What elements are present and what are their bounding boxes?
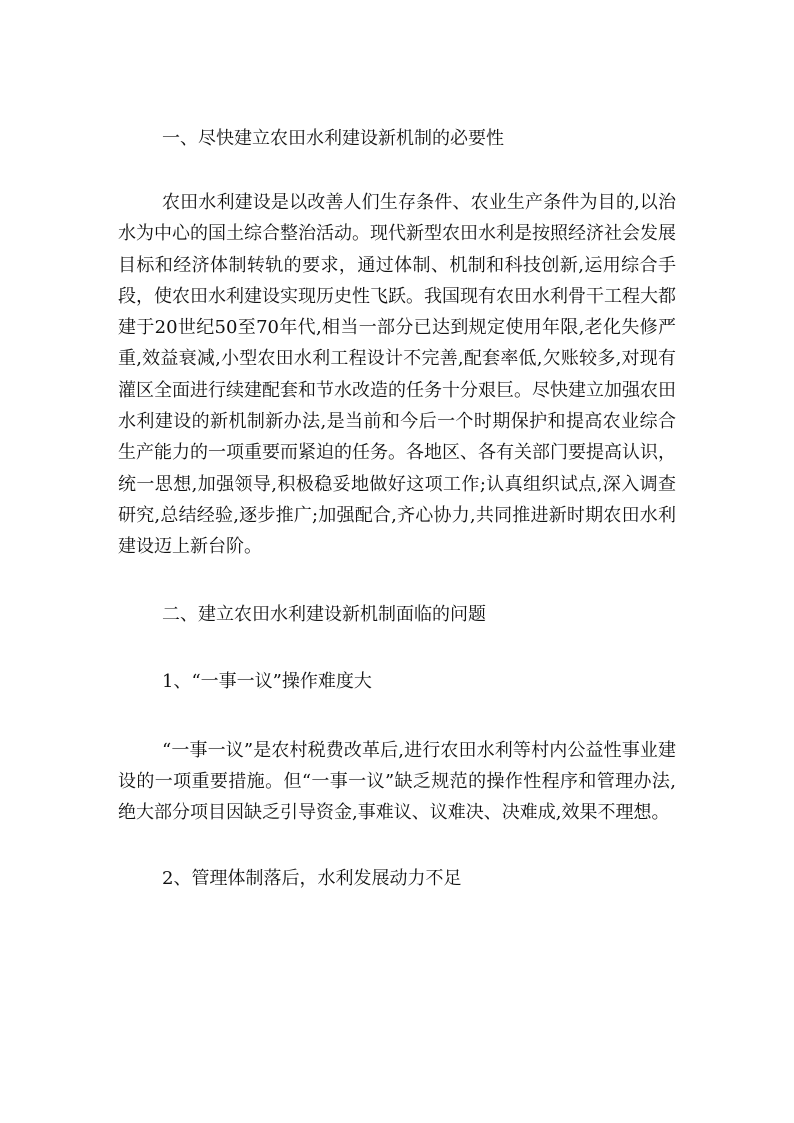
section1-paragraph: 农田水利建设是以改善人们生存条件、农业生产条件为目的,以治水为中心的国土综合整治活动。现代新型农田水利是按照经济社会发展目标和经济体制转轨的要求，通过体制、机制和科技创新,运用综合手段，使农田水利建设实现历史性飞跃。我国现有农田水利骨干工程大都建于20世纪50至70年代,相当一部分已达到规定使用年限,老化失修严重,效益衰减,小型农田水利工程设计不完善,配套率低,欠账较多,对现有灌区全面进行续建配套和节水改造的任务十分艰巨。尽快建立加强农田水利建设的新机制新办法,是当前和今后一个时期保护和提高农业综合生产能力的一项重要而紧迫的任务。各地区、各有关部门要提高认识，统一思想,加强领导,积极稳妥地做好这项工作;认真组织试点,深入调查研究,总结经验,逐步推广;加强配合,齐心协力,共同推进新时期农田水利建设迈上新台阶。 — [118, 192, 676, 558]
sub2-heading: 2、管理体制落后，水利发展动力不足 — [162, 868, 462, 890]
sub1-paragraph: “一事一议”是农村税费改革后,进行农田水利等村内公益性事业建设的一项重要措施。但“一事一议”缺乏规范的操作性程序和管理办法,绝大部分项目因缺乏引导资金,事难议、议难决、决难成,效果不理想。 — [118, 739, 676, 824]
section2-heading: 二、建立农田水利建设新机制面临的问题 — [162, 603, 486, 625]
section1-heading: 一、尽快建立农田水利建设新机制的必要性 — [162, 128, 504, 149]
sub1-heading: 1、“一事一议”操作难度大 — [162, 670, 372, 692]
